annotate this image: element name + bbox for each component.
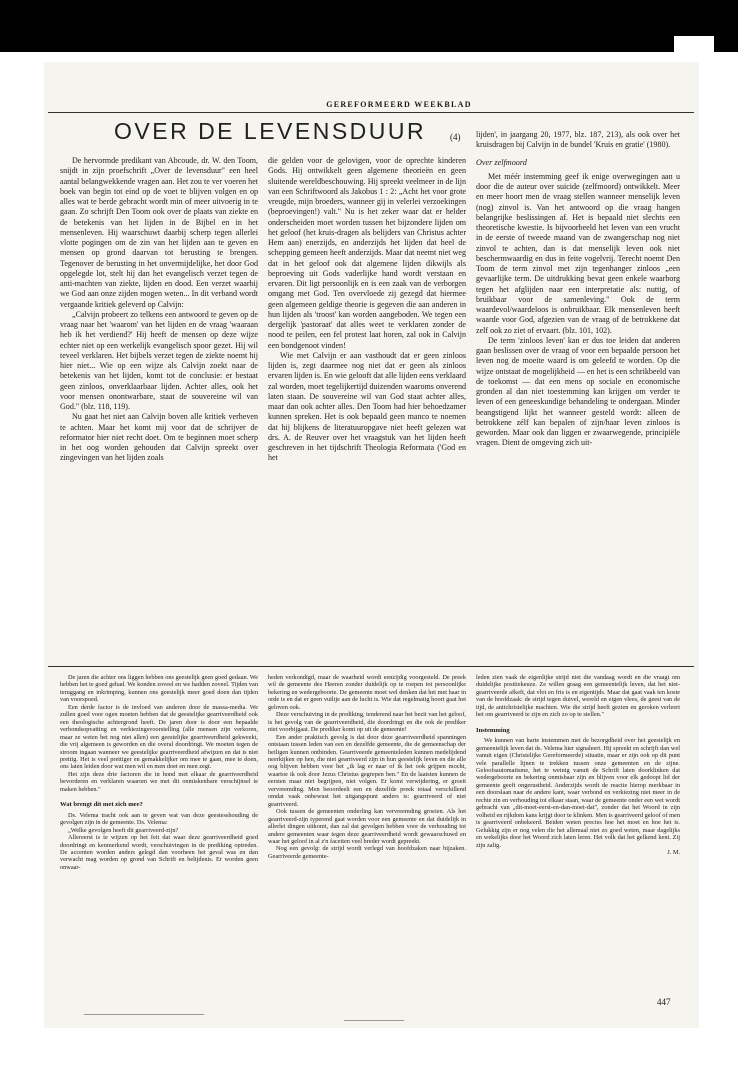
article-title: OVER DE LEVENSDUUR [114, 118, 427, 144]
article-column-3 [476, 130, 680, 658]
paragraph: Een ander praktisch gevolg is dat door deze gearriveerdheid spanningen ontstaan tussen leden van een en dezelfde gemeente, die de gemeenschap der heiligen kunnen ontbinden. Gearriveerde gemeenteleden kunnen medelijdend neerkijken op hen, die niet gearriveerd zijn in hun geestelijk leven en die alle oog blijven hebben voor het „ik lag er naar of ik het ook grijpen mocht, waartoe ik ook door Jezus Christus gegrepen ben." En de laatsten kunnen de eersten maar niet begrijpen, niet volgen. Er komt verwijdering, er groeit vervreemding. Men beoordeelt een en dezelfde preek totaal verschillend omdat vaak onbewust het uitgangspunt anders is: gearriveerd of niet gearriveerd. [268, 733, 466, 808]
paragraph: Ds. Velema tracht ook aan te geven wat van deze geestesshouding de gevolgen zijn in de gemeente. Ds. Velema: [60, 811, 258, 827]
paragraph: leden zien vaak de eigenlijke strijd niet die vandaag wordt en die vraagt om duidelijke positiekeuze. Ze willen graag een gemeentelijk leven, dat het niet-gearriveerde afkeft, dat vlot en fris is en eigentijds. Maar dat gaat vaak ten koste van de hoofdzaak: de strijd tegen duivel, wereld en eigen vlees, de geest van de tijd, de antichristelijke machten. Wie die strijd heeft gezien en geroken verleert het om gearriveerd te zijn en zich zo op te stellen." [476, 674, 680, 719]
scan-artifact [344, 1020, 404, 1021]
paragraph: „Welke gevolgen heeft dit gearriveerd-zijn? [68, 826, 179, 834]
paragraph: „Calvijn probeert zo telkens een antwoord te geven op de vraag naar het 'waarom' van het lijden en de vraag 'waaraan heb ik het verdiend?' Hij heeft de mensen op deze wijze echter niet op een werkelijk evangelisch spoor gezet. Hij wil teveel verklaren. Het bijbels verzet tegen de ziekte noemt hij hier niet... Wie op een wijze als Calvijn zoekt naar de betekenis van het lijden, komt tot de conclusie: er bestaat geen zinloos, onverklaarbaar lijden. Achter alles, ook het voor mensen onontwarbare, staat de souvereine wil van God." (blz. 118, 119). [60, 309, 258, 411]
paragraph: Het zijn deze drie factoren die in hond met elkaar de gearriveerdheid bevorderen en verklaren waarom we met dit onmiskenbare verschijnsel te maken hebben." [60, 770, 258, 793]
sidebar-column-3 [476, 674, 680, 992]
paragraph: De jaren die achter ons liggen hebben ons geestelijk geen goed gedaan. We hebben het te goed gehad. We konden zoveel en we hadden zoveel. Tijden van teruggang en inkrimping, kunnen ons geestelijk meer goed doen dan tijden van voorspoed. [60, 674, 258, 704]
article-part-number: (4) [450, 132, 461, 142]
paragraph: Wie met Calvijn er aan vasthoudt dat er geen zinloos lijden is, zegt daarmee nog niet dat er geen als zinloos ervaren lijden is. En wie gelooft dat alle lijden eens verklaard zal worden, moet tegelijkertijd duizenden waaroms onverend laten staan. De souvereine wil van God staat achter alles, maar dan ook achter alles. Den Toom had hier behoedzamer kunnen spreken. Het is ook bepaald geen manco te noemen dat hij blijkens de literatuuropgave niet heeft gelezen wat drs. A. de Reuver over het vraagstuk van het lijden heeft geschreven in het tijdschrift Theologia Reformata ('God en het [268, 350, 466, 463]
scan-border-notch [674, 36, 714, 52]
paragraph: Nu gaat het niet aan Calvijn boven alle kritiek verheven te achten. Maar het komt mij voor dat de schrijver de reformator hier niet recht doet. Om te beginnen moet scherp in het oog worden gehouden dat Calvijn spreekt over zingevingen van het lijden zoals [60, 412, 258, 463]
paragraph: De hervormde predikant van Abcoude, dr. W. den Toom, snijdt in zijn proefschrift „Over de levensduur" een heel aantal belangwekkende vragen aan. Het zou te ver voeren het boek van begin tot eind op de voet te blijven volgen en op alles wat te berde gebracht wordt min of meer uitvoerig in te gaan. Zo schrijft Den Toom ook over de plaats van ziekte en de betekenis van het lijden in de Bijbel en in het mensenleven. Hij waarschuwt daarbij scherp tegen allerlei vlotte pogingen om de zin van het lijden aan te geven en mensen op grond daarvan tot berusting te brengen. Tegenover de berusting in het onvermijdelijke, het door God opgelegde lot, stelt hij dan het evangelisch verzet tegen de anti-machten van ziekte, lijden en dood. Een verzet waarbij we God aan onze zijden mogen weten... In dit verband wordt vergaande kritiek geleverd op Calvijn: [60, 156, 258, 309]
running-header: GEREFORMEERD WEEKBLAD [326, 100, 472, 109]
paragraph: die gelden voor de gelovigen, voor de oprechte kinderen Gods. Hij ontwikkelt geen algemene theorieën en geen sluitende wereldbeschouwing. Hij spreekt veelmeer in de lijn van een Schriftwoord als Jakobus 1 : 2: „Acht het voor grote vreugde, mijn broeders, wanneer gij in velerlei verzoekingen (beproevingen!) valt." Nu is het zeker waar dat er helder onderscheiden moet worden tussen het bijzondere lijden om het geloof (het kruis-dragen als belijders van Christus achter Hem aan) enerzijds, en anderzijds het lijden dat heel de schepping gemeen heeft anderzijds. Maar dat neemt niet weg dat in het geloof ook dat algemene lijden dikwijls als beproeving uit Gods vaderlijke hand wordt verstaan en ervaren. Dit ligt persoonlijk en is een zaak van de verborgen omgang met God. Ten overvloede zij gezegd dat hiermee geen algemeen geldige theorie is gegeven die aan anderen in hun lijden als 'troost' kan worden aangeboden. We tegen een dergelijk 'pastoraat' dat alles weet te verklaren zonder de nood te peilen, een fel protest laat horen, zal ook in Calvijn een bondgenoot vinden! [268, 156, 466, 350]
header-rule [48, 112, 694, 113]
section-heading: Instemming [476, 726, 510, 734]
paragraph: Met méér instemming geef ik enige overwegingen aan u door die de auteur over suicide (zelfmoord) ontwikkelt. Meer en meer hoort men de vraag stellen wanneer menselijk leven (nog) zinvol is. Van het antwoord op die vraag hangen belangrijke beslissingen af. Het is bepaald niet slechts een theoretische kwestie. Is bijvoorbeeld het leven van een vrucht in de eerste of tweede maand van de zwangerschap nog niet zinvol te achten, dan is dat menselijk leven ook niet beschermwaardig en dus in feite vogelvrij. Terecht noemt Den Toom de term zinvol met zijn tegenhanger zinloos „een gevaarlijke term. De uitdrukking bevat geen enkele waarborg tegen het afglijden naar een interpretatie als: nuttig, of bruikbaar voor de samenleving." Ook de term waardevol/waardeloos is onbruikbaar. Elk mensenleven heeft waarde voor God, afgezien van de vraag of de betrokkene dat zelf ook zo ziet of ervaart. (blz. 101, 102). [476, 171, 680, 335]
sidebar-column-2 [268, 674, 466, 992]
paragraph: Deze verschuiving in de prediking, tenderend naar het bezit van het geloof, is het gevolg van de gearriveerdheid, die doordringt en die ook de prediker niet voorbijgaat. De prediker komt op uit de gemeente! [268, 711, 466, 734]
magazine-page [44, 62, 699, 1028]
paragraph: Ook tussen de gemeenten onderling kan vervreemding groeien. Als het gearriveerd-zijn typerend gaat worden voor een gemeente en dat duidelijk in allerlei dingen uitkomt, dan zal dat gevolgen hebben voor de verhouding tot andere gemeenten waar tegen deze gearriveerdheid wordt gewaarschuwd en waar het geloof in al z'n facetten veel breder wordt gepreekt. [268, 808, 466, 845]
paragraph: heden verkondigd, maar de waarheid wordt eenzijdig voorgesteld. De preek wil de gemeente des Heeren zonder duidelijk op te roepen tot persoonlijke bekering en wedergeboorte. De gemeente moet wel denken dat het met haar in orde is en dat er geen vuiltje aan de lucht is. Wie dat regelmatig hoort gaat het geloven ook. [268, 674, 466, 711]
paragraph: We kunnen van harte instemmen met de bezorgdheid over het geestelijk en gemeentelijk leven dat ds. Velema hier signaleert. Hij spreekt en schrijft dan wel vanuit eigen (Christelijke Gereformeerde) situatie, maar er zijn ook op dit punt vele parallelle lijnen te trekken tussen onze gemeenten en de zijne. Geloofsautomatisme, het te weinig vanuit de Schrift laten doorklinken dat wedergeboorte en bekering onmisbaar zijn en blijven voor elk gedoopt lid der gemeente geeft ongerustheid. Anderzijds wordt de reactie hierop merkbaar in een doorslaan naar de andere kant, waar verbond en verkiezing niet meer in de rechte zin en verhouding tot elkaar staan, waar de gemeente onder een wet wordt gebracht van „dit-moet-eerst-en-dan-moet-dat", zonder dat het Woord in zijn volheid en rijkdom kans krijgt door te klinken. Men is gearriveerd geloof of men is gearriveerd onbekeerd. Beiden weten precies hoe het moet en hoe het is. Gelukkig zijn er nog velen die het allemaal niet zo goed weten, maar dagelijks en wekelijks door het Woord zich laten leren. Het volk dat het gelkend kent. Zij zijn zalig. [476, 737, 680, 849]
paragraph: Nog een gevolg: de strijd wordt verlegd van hoofdzaken naar bijzaken. Gearriveerde gemeente- [268, 845, 466, 860]
section-divider [48, 666, 694, 667]
page-number: 447 [657, 997, 671, 1007]
article-column-1 [60, 156, 258, 658]
paragraph: lijden', in jaargang 20, 1977, blz. 187, 213), als ook over het kruisdragen bij Calvijn in de bundel 'Kruis en gratie' (1980). [476, 130, 680, 150]
paragraph: De term 'zinloos leven' kan er dus toe leiden dat anderen gaan beslissen over de vraag of voor een bepaalde persoon het leven nog de moeite waard is om geleefd te worden. Op die wijze ontstaat de mogelijkheid — en het is een schrikbeeld van de toekomst — dat een mens op sociale en economische gronden al dan niet toestemming kan krijgen om verder te leven of een geneeskundige behandeling te ondergaan. Minder beangstigend lijkt het wanneer gesteld wordt: alleen de betrokkene zélf kan bepalen of zijn/haar leven zinloos is geworden. Maar ook dan liggen er zwaarwegende, principiële vragen. Dient de omgeving zich uit- [476, 335, 680, 448]
sidebar-column-1 [60, 674, 258, 992]
section-heading: Over zelfmoord [476, 157, 527, 167]
article-column-2 [268, 156, 466, 658]
paragraph: Allereerst is te wijzen op het feit dat waar deze gearriveerdheid goed doordringt en kenmerkend wordt, verschuivingen in de prediking optreden. De accenten worden anders gelegd dan voorheen het geval was en dan verwacht mag worden op grond van Schrift en belijdenis. Er worden geen onwaar- [60, 834, 258, 871]
author-signature: J. M. [667, 848, 680, 856]
section-heading: Wat brengt dit met zich mee? [60, 801, 143, 809]
scan-artifact [84, 1014, 204, 1015]
paragraph: Een derde factor is de invloed van anderen door de massa-media. We zullen goed voor ogen moeten hebben dat de geestelijke gearriveerdheid ook een theologische achtergrond heeft. De jaren door is door een bepaalde verbondsopvatting en verkiezingsvoorstelling (alle mensen zijn verkoren, maar ze weten het nog niet allen) een geestelijke gearriveerdheid gekweekt, die vrij algemeen is geworden en die overal doordringt. We moeten tegen de stroom ingaan wanneer we geestelijke gearriveerdheid afwijzen en dat is niet prettig. Het is veel prettiger en gemakkelijker om mee te gaan, mee te doen, ons laten leiden door wat men wil en men doet en men zegt. [60, 703, 258, 771]
scan-top-border [0, 0, 738, 52]
